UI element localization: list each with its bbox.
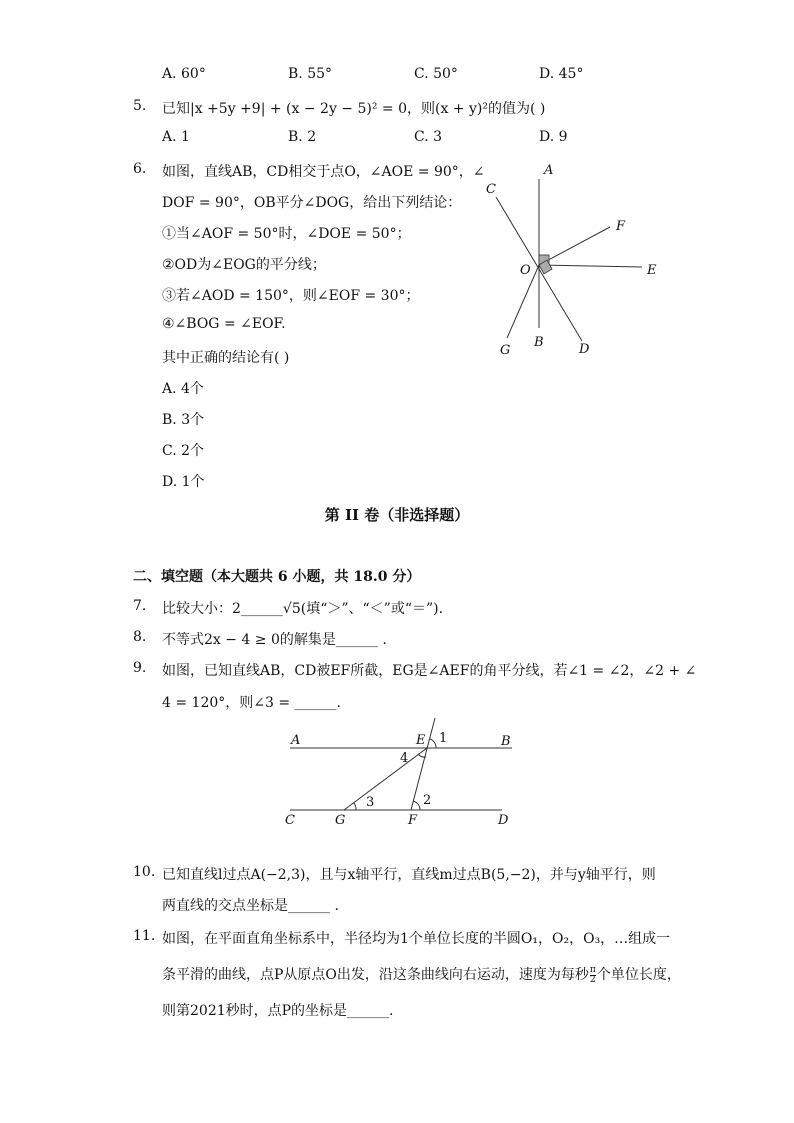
fig6-label-c: C [486, 182, 496, 197]
q8-number: 8. [133, 629, 147, 645]
fig9-angle-2: 2 [423, 793, 432, 808]
fig6-label-o: O [520, 263, 531, 278]
q11-line1: 如图，在平面直角坐标系中，半径均为1个单位长度的半圆O₁，O₂，O₃，…组成一 [162, 931, 671, 947]
q9-figure [280, 712, 520, 832]
q11-fraction-denominator: 2 [590, 974, 596, 985]
fig9-label-e: E [416, 733, 426, 748]
q11-number: 11. [133, 928, 156, 944]
q9-number: 9. [133, 660, 147, 676]
q6-conclusion-1: ①当∠AOF = 50°时，∠DOE = 50°； [162, 226, 411, 242]
q11-line2-part-b: 个单位长度， [596, 967, 681, 983]
q11-line2-part-a: 条平滑的曲线，点P从原点O出发，沿这条曲线向右运动，速度为每秒 [162, 967, 589, 983]
angle-2-arc [413, 801, 420, 810]
q5-option-d: D. 9 [539, 129, 568, 145]
q4-option-d: D. 45° [539, 66, 584, 82]
q5-stem: 已知|x +5y +9| + (x − 2y − 5)² = 0，则(x + y)²的值为( ) [162, 101, 546, 117]
q9-line2: 4 = 120°，则∠3 = ______. [162, 695, 341, 711]
q11-fraction [590, 966, 596, 985]
q4-option-b: B. 55° [288, 66, 333, 82]
q6-option-a: A. 4个 [162, 381, 204, 397]
q6-stem-line2: DOF = 90°，OB平分∠DOG，给出下列结论： [162, 195, 462, 211]
q9-line1: 如图，已知直线AB，CD被EF所截，EG是∠AEF的角平分线，若∠1 = ∠2，∠2 + ∠ [162, 663, 697, 679]
angle-3-arc [354, 803, 356, 810]
q6-stem-line1: 如图，直线AB，CD相交于点O，∠AOE = 90°，∠ [162, 164, 485, 180]
q6-conclusion-4: ④∠BOG = ∠EOF. [162, 316, 286, 332]
fig9-label-g: G [335, 813, 346, 828]
fig9-label-d: D [498, 813, 509, 828]
q10-line2: 两直线的交点坐标是______ . [162, 898, 339, 914]
q6-conclusion-2: ②OD为∠EOG的平分线； [162, 257, 326, 273]
q6-number: 6. [133, 161, 147, 177]
fig6-label-e: E [647, 263, 657, 278]
q8-text: 不等式2x − 4 ≥ 0的解集是______ . [162, 632, 387, 648]
q6-question: 其中正确的结论有( ) [162, 350, 290, 366]
q10-line1: 已知直线l过点A(−2,3)，且与x轴平行，直线m过点B(5,−2)，并与y轴平行，则 [162, 867, 656, 883]
angle-1-arc [430, 739, 436, 748]
q11-fraction-numerator: π [589, 964, 596, 975]
q7-number: 7. [133, 598, 147, 614]
fig9-label-c: C [285, 813, 295, 828]
q10-number: 10. [133, 864, 156, 880]
fill-in-section-header: 二、填空题（本大题共 6 小题，共 18.0 分） [133, 569, 421, 585]
q4-option-a: A. 60° [162, 66, 206, 82]
fig6-label-d: D [579, 342, 590, 357]
q5-option-b: B. 2 [288, 129, 317, 145]
fig9-label-b: B [501, 734, 511, 749]
q5-option-a: A. 1 [162, 129, 190, 145]
q6-option-c: C. 2个 [162, 443, 205, 459]
q6-conclusion-3: ③若∠AOD = 150°，则∠EOF = 30°； [162, 288, 420, 304]
q11-line3: 则第2021秒时，点P的坐标是______. [162, 1003, 394, 1019]
q11-line2 [162, 964, 681, 985]
fig6-label-b: B [534, 335, 544, 350]
fig6-label-f: F [616, 219, 626, 234]
q4-option-c: C. 50° [414, 66, 458, 82]
line-eg [344, 748, 427, 810]
fig9-angle-3: 3 [366, 795, 375, 810]
q6-option-b: B. 3个 [162, 412, 205, 428]
fig9-angle-1: 1 [439, 731, 448, 746]
q6-option-d: D. 1个 [162, 474, 205, 490]
q5-option-c: C. 3 [414, 129, 443, 145]
fig6-label-g: G [500, 343, 511, 358]
fig9-angle-4: 4 [400, 751, 409, 766]
q7-text: 比较大小：2______√5(填“＞”、“＜”或“＝”). [162, 601, 444, 617]
ray-oe [539, 265, 642, 267]
fig9-label-a: A [291, 733, 301, 748]
fig6-label-a: A [544, 163, 554, 178]
section2-title: 第 II 卷（非选择题） [324, 506, 470, 524]
fig9-label-f: F [408, 813, 418, 828]
q5-number: 5. [133, 98, 147, 114]
ray-of [539, 227, 610, 265]
q6-figure [480, 160, 680, 360]
